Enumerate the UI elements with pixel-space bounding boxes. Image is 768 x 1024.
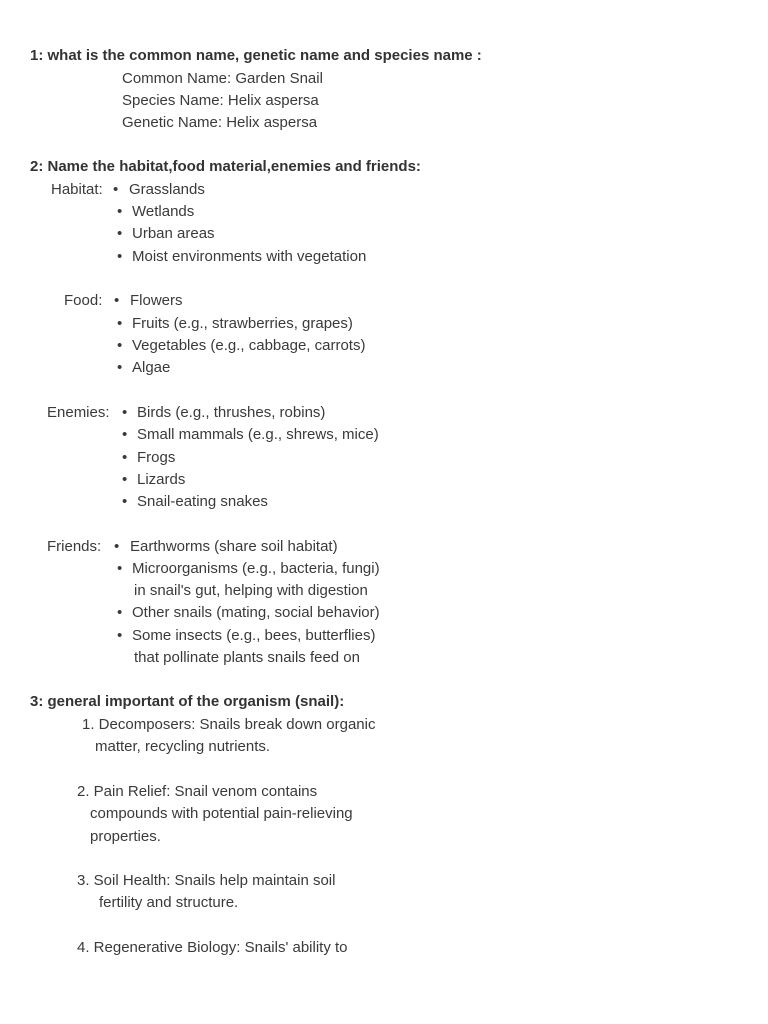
bullet-icon: • xyxy=(117,359,123,376)
friends-item: Microorganisms (e.g., bacteria, fungi) xyxy=(132,560,380,577)
habitat-item: Grasslands xyxy=(129,181,205,198)
enemies-label: Enemies: xyxy=(47,404,110,421)
food-item: Vegetables (e.g., cabbage, carrots) xyxy=(132,337,366,354)
enemies-item: Snail-eating snakes xyxy=(137,493,268,510)
friends-item: Other snails (mating, social behavior) xyxy=(132,604,380,621)
bullet-icon: • xyxy=(117,315,123,332)
bullet-icon: • xyxy=(117,203,123,220)
enemies-item: Lizards xyxy=(137,471,186,488)
friends-item-continued: that pollinate plants snails feed on xyxy=(134,649,360,666)
bullet-icon: • xyxy=(117,627,123,644)
question-3-heading: 3: general important of the organism (snail): xyxy=(30,693,345,710)
enemies-item: Frogs xyxy=(137,449,176,466)
friends-label: Friends: xyxy=(47,538,102,555)
habitat-item: Urban areas xyxy=(132,225,215,242)
question-2-heading: 2: Name the habitat,food material,enemies and friends: xyxy=(30,158,421,175)
importance-item: 1. Decomposers: Snails break down organic xyxy=(82,716,376,733)
bullet-icon: • xyxy=(117,560,123,577)
friends-item-continued: in snail's gut, helping with digestion xyxy=(134,582,368,599)
importance-item-continued: properties. xyxy=(90,828,161,845)
importance-item: 3. Soil Health: Snails help maintain soil xyxy=(77,872,336,889)
habitat-item: Wetlands xyxy=(132,203,195,220)
bullet-icon: • xyxy=(122,471,128,488)
enemies-item: Small mammals (e.g., shrews, mice) xyxy=(137,426,379,443)
importance-item-continued: fertility and structure. xyxy=(99,894,239,911)
bullet-icon: • xyxy=(117,225,123,242)
bullet-icon: • xyxy=(114,538,120,555)
food-item: Algae xyxy=(132,359,171,376)
importance-item: 2. Pain Relief: Snail venom contains xyxy=(77,783,318,800)
common-name: Common Name: Garden Snail xyxy=(122,70,323,87)
bullet-icon: • xyxy=(122,426,128,443)
importance-item: 4. Regenerative Biology: Snails' ability to xyxy=(77,939,348,956)
food-label: Food: xyxy=(64,292,103,309)
species-name: Species Name: Helix aspersa xyxy=(122,92,319,109)
question-1-heading: 1: what is the common name, genetic name and species name : xyxy=(30,47,482,64)
bullet-icon: • xyxy=(117,604,123,621)
bullet-icon: • xyxy=(117,337,123,354)
friends-item: Some insects (e.g., bees, butterflies) xyxy=(132,627,376,644)
bullet-icon: • xyxy=(122,493,128,510)
food-item: Fruits (e.g., strawberries, grapes) xyxy=(132,315,353,332)
bullet-icon: • xyxy=(117,248,123,265)
genetic-name: Genetic Name: Helix aspersa xyxy=(122,114,318,131)
food-item: Flowers xyxy=(130,292,183,309)
bullet-icon: • xyxy=(114,292,120,309)
bullet-icon: • xyxy=(122,404,128,421)
habitat-item: Moist environments with vegetation xyxy=(132,248,367,265)
bullet-icon: • xyxy=(122,449,128,466)
bullet-icon: • xyxy=(113,181,119,198)
importance-item-continued: compounds with potential pain-relieving xyxy=(90,805,353,822)
habitat-label: Habitat: xyxy=(51,181,103,198)
importance-item-continued: matter, recycling nutrients. xyxy=(95,738,271,755)
friends-item: Earthworms (share soil habitat) xyxy=(130,538,338,555)
enemies-item: Birds (e.g., thrushes, robins) xyxy=(137,404,326,421)
